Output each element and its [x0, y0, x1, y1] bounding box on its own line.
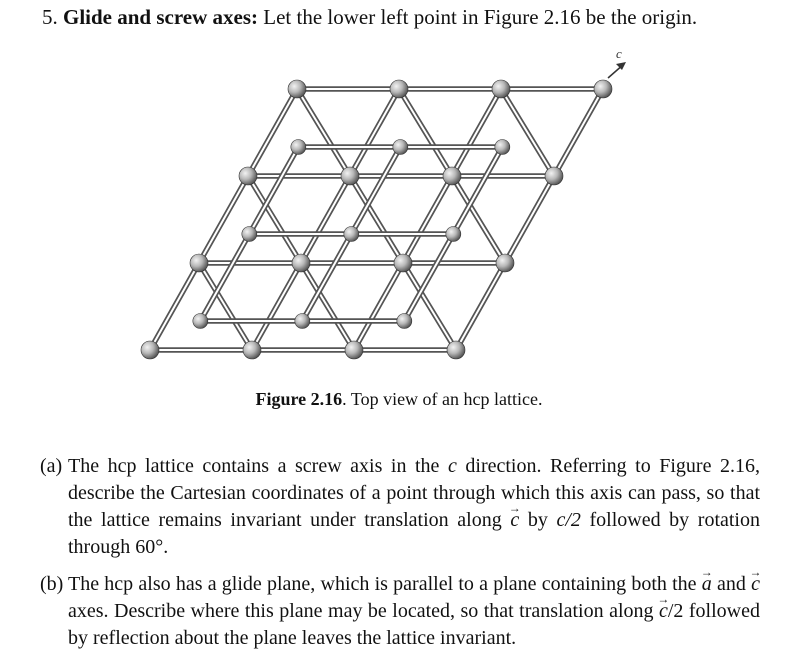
part-a-label: (a)	[40, 455, 63, 477]
c-axis-indicator	[608, 46, 626, 78]
lattice-atom	[492, 80, 510, 98]
lattice-rod-antidiagonal	[501, 89, 554, 176]
lattice-atom-upper	[446, 227, 461, 242]
lattice-atom	[443, 167, 461, 185]
lattice-atom-upper	[393, 140, 408, 155]
lattice-atom	[545, 167, 563, 185]
lattice-atom-upper	[193, 314, 208, 329]
lattice-rods	[150, 89, 603, 350]
lattice-atom-upper	[495, 140, 510, 155]
lattice-atom-upper	[295, 314, 310, 329]
figure-caption	[0, 389, 798, 410]
lattice-atom-upper	[242, 227, 257, 242]
lattice-atom	[341, 167, 359, 185]
part-a-text: The hcp lattice contains a screw axis in the c direction. Referring to Figure 2.16, describe the Cartesian coordinates of a point through which this axis can pass, so that the lattice remains invariant under translation along → c by c/2 followed by rotation through 60°.	[68, 453, 760, 561]
figure-caption-text: . Top view of an hcp lattice.	[342, 389, 543, 409]
problem-title: Glide and screw axes:	[63, 5, 259, 29]
c-axis-label: c	[616, 46, 622, 61]
problem-text: Let the lower left point in Figure 2.16 be the origin.	[263, 5, 698, 29]
lattice-atom	[594, 80, 612, 98]
lattice-atom	[496, 254, 514, 272]
lattice-atom	[141, 341, 159, 359]
lattice-atom	[239, 167, 257, 185]
lattice-atom-upper	[397, 314, 412, 329]
lattice-atom	[288, 80, 306, 98]
part-b	[40, 571, 760, 652]
problem-number: 5.	[42, 5, 58, 29]
lattice-atom	[345, 341, 363, 359]
part-a	[40, 453, 760, 561]
lattice-atom	[190, 254, 208, 272]
lattice-atom	[390, 80, 408, 98]
lattice-atom-upper	[291, 140, 306, 155]
figure-caption-label: Figure 2.16	[255, 389, 343, 409]
lattice-atom	[243, 341, 261, 359]
lattice-atom	[394, 254, 412, 272]
part-b-text: The hcp also has a glide plane, which is parallel to a plane containing both the → a and → c axes. Describe where this plane may be located, so that translation along → c/2 followed by reflection about the plane leaves the lattice invariant.	[68, 571, 760, 652]
lattice-atom	[447, 341, 465, 359]
part-b-label: (b)	[40, 573, 64, 595]
lattice-atom	[292, 254, 310, 272]
lattice-atom-upper	[344, 227, 359, 242]
